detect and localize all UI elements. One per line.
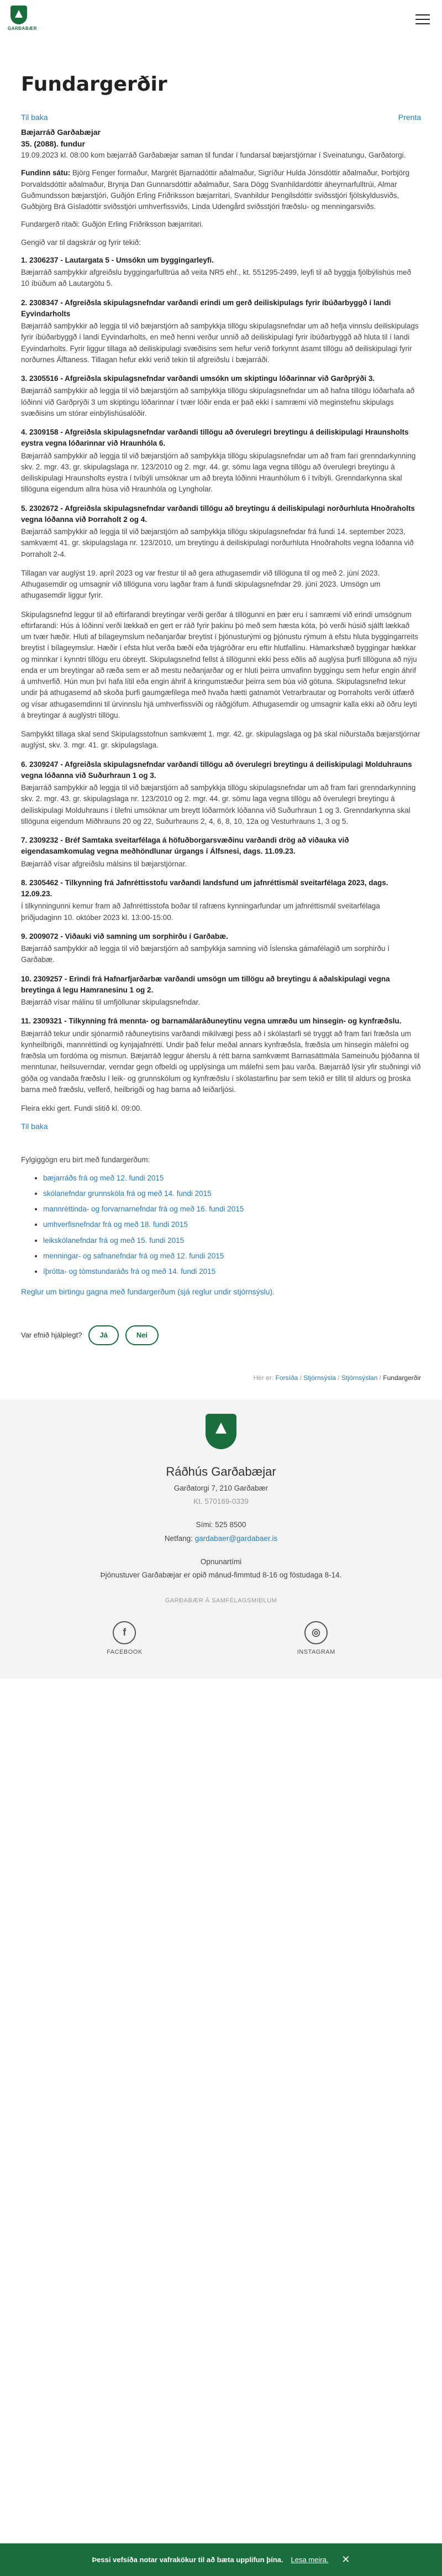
meeting-number: 35. (2088). fundur	[21, 139, 85, 148]
agenda-case	[21, 759, 421, 828]
cookie-banner	[0, 2543, 442, 2576]
followup-link[interactable]: leikskólanefndar frá og með 15. fundi 2015	[43, 1236, 185, 1245]
case-title: 2. 2308347 - Afgreiðsla skipulagsnefndar varðandi erindi um gerð deiliskipulags fyrir íbúðarbyggð í landi Eyvindarholts	[21, 298, 391, 318]
case-title: 10. 2309257 - Erindi frá Hafnarfjarðarbæ varðandi umsögn um tillögu að breytingu á aðalskipulagi vegna breytinga á legu Hamranesinu 1 og 2.	[21, 974, 390, 994]
facebook-icon: f	[113, 1621, 136, 1644]
followups-list	[21, 1173, 421, 1278]
facebook-link[interactable]	[107, 1621, 143, 1657]
rules-link[interactable]: Reglur um birtingu gagna með fundargerðum (sjá reglur undir stjórnsýslu).	[21, 1287, 275, 1297]
followup-link[interactable]: bæjarráðs frá og með 12. fundi 2015	[43, 1173, 164, 1182]
case-body: Bæjarráð samþykkir að leggja til við bæjarstjórn að samþykkja tillögu skipulagsnefndar um að fram fari grenndarkynning skv. 2. mgr. 43. gr. skipulagslaga nr. 123/2010 og 2. mgr. 44. gr. sömu laga vegna tillögu að óverulegri breytingu á deiliskipulagi Molduhrauns í tilefni umsóknar um breytt lóðarmörk lóðanna við Suðurhraun 1 og 3. Grenndarkynna skal tillöguna eigendum Miðhrauns 20 og 22, Suðurhrauns 2, 4, 6, 8, 10, 12a og Vesturhrauns 1, 3 og 5.	[21, 783, 416, 825]
agenda-case	[21, 835, 421, 870]
attendees	[21, 168, 421, 212]
case-body: Bæjarráð vísar afgreiðslu málsins til bæjarstjórnar.	[21, 859, 187, 868]
minutes-by: Fundargerð ritaði: Guðjón Erling Friðriksson bæjarritari.	[21, 220, 204, 229]
case-body: Bæjarráð samþykkir að leggja til við bæjarstjórn að samþykkja samning við Íslenska gámafélagið um sorphirðu í Garðabæ.	[21, 944, 390, 964]
committee-name: Bæjarráð Garðabæjar	[21, 128, 101, 137]
case-body: Bæjarráð vísar málinu til umfjöllunar skipulagsnefndar.	[21, 998, 201, 1006]
case-body: Skipulagsnefnd leggur til að eftirfarandi breytingar verði gerðar á tillögunni en þær eru í samræmi við erindi umsögnum eftirfarandi: Hús á lóðinni verði lækkað en gert er ráð fyrir þakinu þó með sem hæsta kóta, þó verði húsið sjálft lækkað um tvær hæðir. Hluti af bílageymslum neðanjarðar breytist í þjónusturými og þjónustu rýmum á efstu hluta byggingarreits breytist í bílageymslur. Hæðir í efsta hlut verða bæði eða trjágróðrar eru eftir hlutfallinu. Hámarkshæð byggingar hækkar og minnkar í kynntri tillögu eru óbreytt. Skipulagsnefnd fellst á tillögunni ekki þess eðlis að auglýsa þurfi tillöguna að nýju enda er um breytingar að ræða sem er að mestu neðanjarðar og er hluti þeirra umvafinn byggingu sem hefur engin áhrif á umhverfið. Hún mun því hafa lítil eða engin áhrif á kringumstæður þeirra sem búa við götuna. Skipulagsnefnd tekur undir þá athugasemd að skoða þurfi gaumgæfilega með hvaða hætti gatnamót Vetrarbrautar og Þorraholts verði útfærð og vísar athugasemdinni til úrvinnslu hjá umhverfissviði og ráðgjöfum. Athugasemdir og umsagnir kalla ekki að öðru leyti á breytingar á auglýstri tillögu.	[21, 610, 418, 719]
site-footer	[0, 1399, 442, 1679]
main-content	[0, 112, 442, 1345]
site-header	[0, 0, 442, 39]
agenda-note: Gengið var til dagskrár og fyrir tekið:	[21, 238, 141, 247]
footer-phone: Sími: 525 8500	[196, 1520, 246, 1529]
gardabaer-logo[interactable]	[8, 6, 37, 32]
case-body: Bæjarráð samþykkir að leggja til við bæjarstjórn að samþykkja tillögu skipulagsnefndar um að fram fari grenndarkynning skv. 2. mgr. 43. gr. skipulagslaga nr. 123/2010 og 2. mgr. 44. gr. sömu laga vegna tillögu að óverulegri breytingu á deiliskipulagi Hraunsholts eystra í tvíbýli umsóknar um að breyta lóðinni Hraunhólum 6 í tvíbýli. Grenndarkynna skal tillöguna eigendum allra húsa við Hraunhóla og Lyngholar.	[21, 451, 416, 494]
case-body: Tillagan var auglýst 19. apríl 2023 og var frestur til að gera athugasemdir við tillöguna til og með 2. júní 2023. Athugasemdir og umsagnir við tillöguna voru lagðar fram á fundi skipulagsnefndar 29. júní 2023. Umsögn um athugasemdir liggur fyrir.	[21, 568, 381, 600]
followup-link[interactable]: umhverfisnefndar frá og með 18. fundi 2015	[43, 1220, 188, 1229]
followup-link[interactable]: skólanefndar grunnskóla frá og með 14. fundi 2015	[43, 1189, 212, 1198]
agenda-case	[21, 373, 421, 419]
breadcrumb-prefix: Hér er:	[253, 1373, 276, 1382]
footer-hours: Þjónustuver Garðabæjar er opið mánud-fimmtud 8-16 og föstudaga 8-14.	[100, 1571, 342, 1579]
agenda-case	[21, 297, 421, 366]
case-title: 11. 2309321 - Tilkynning frá mennta- og barnamálaráðuneytinu vegna umræðu um hinsegin- og kynfræðslu.	[21, 1017, 402, 1026]
logo-text: GARÐABÆR	[8, 26, 37, 31]
agenda-case	[21, 729, 421, 751]
bottom-topbar	[21, 1121, 421, 1132]
case-body: Bæjarráð samþykkir að leggja til við bæjarstjórn að samþykkja tillögu skipulagsnefndar um að hefja vinnslu deiliskipulags fyrir íbúðarbyggð í landi Eyvindarholts, en með henni verður unnið að deiliskipulagi fyrir íbúðarbyggð að hluta til í landi Eyvindarholts. Fyrir liggur tillaga að deiliskipulagi svæðisins sem hefur verið forkynnt ásamt tillögu að deiliskipulagi fyrir norðurnes Álftaness. Tillagan hefur ekki verið tekin til afgreiðslu í bæjarráði.	[21, 322, 419, 364]
feedback-widget	[21, 1325, 421, 1345]
agenda-case	[21, 974, 421, 1009]
footer-hours-title: Opnunartími	[200, 1557, 242, 1566]
back-link[interactable]: Til baka	[21, 113, 48, 122]
case-title: 9. 2009072 - Viðauki við samning um sorphirðu í Garðabæ.	[21, 932, 228, 940]
breadcrumb-item-administration-sub[interactable]: Stjórnsýslan	[341, 1373, 378, 1382]
case-title: 3. 2305516 - Afgreiðsla skipulagsnefndar varðandi umsókn um skiptingu lóðarinnar við Garðprýði 3.	[21, 374, 375, 383]
agenda-case	[21, 609, 421, 722]
close-icon[interactable]: ✕	[341, 2554, 350, 2565]
followup-link[interactable]: mannréttinda- og forvarnarnefndar frá og með 16. fundi 2015	[43, 1205, 244, 1213]
followup-item	[43, 1235, 421, 1246]
coat-of-arms-icon	[10, 6, 27, 24]
breadcrumb-item-administration[interactable]: Stjórnsýsla	[303, 1373, 336, 1382]
breadcrumb-item-home[interactable]: Forsíða	[275, 1373, 298, 1382]
print-link[interactable]: Prenta	[398, 113, 421, 122]
case-body: Bæjarráð samþykkir að leggja til við bæjarstjórn að samþykkja tillögu skipulagsnefndar frá fundi 14. september 2023, samkvæmt 41. gr. skipulagslaga nr. 123/2010, um breytingu á deiliskipulagi norðurhluta Hnoðraholts vegna lóðanna við Þorraholt 2-4.	[21, 527, 414, 558]
agenda-case	[21, 1016, 421, 1095]
cookie-read-more-link[interactable]: Lesa meira.	[291, 2555, 329, 2564]
case-body: Bæjarráð samþykkir afgreiðslu byggingarfulltrúa að veita NR5 ehf., kt. 551295-2499, leyfi til að byggja fjölbýlishús með 10 íbúðum að Lautargötu 5.	[21, 268, 412, 288]
topbar	[21, 112, 421, 123]
footer-title: Ráðhús Garðabæjar	[166, 1464, 276, 1478]
followup-link[interactable]: íþrótta- og tómstundaráðs frá og með 14. fundi 2015	[43, 1267, 216, 1276]
case-body: Bæjarráð tekur undir sjónarmið ráðuneytisins varðandi mikilvægi þess að í skólastarfi sé tryggt að fram fari fræðsla um kynheilbrigði, mannréttindi og kynjajafnrétti. Undir það felur meðal annars kynfræðsla, fræðsla um hinsegin málefni og fræðsla um fordóma og mismun. Bæjarráð leggur áherslu á rétt barna samkvæmt Barnasáttmála Sameinuðu þjóðanna til menntunar, heilsuverndar, verndar gegn ofbeldi og upplýsinga um málefni sem þau varða. Bæjarráð lýsir yfir stuðningi við góða og vandaða fræðslu í leik- og grunnskólum og kynfræðslu í skólastarfinu þar sem tekið er tillit til aldurs og þroska barna með fræðslu, velferð, heilbrigði og hag barna að leiðarljósi.	[21, 1029, 421, 1094]
attendees-label: Fundinn sátu:	[21, 169, 71, 177]
facebook-label: FACEBOOK	[107, 1648, 143, 1655]
case-title: 6. 2309247 - Afgreiðsla skipulagsnefndar varðandi tillögu að óverulegri breytingu á deiliskipulagi Molduhrauns vegna lóðanna við Suðurhraun 1 og 3.	[21, 760, 412, 780]
footer-email-label: Netfang:	[164, 1534, 195, 1543]
end-note: Fleira ekki gert. Fundi slitið kl. 09:00.	[21, 1104, 143, 1112]
page-title: Fundargerðir	[21, 73, 167, 96]
agenda-cases	[21, 255, 421, 1095]
instagram-icon: ◎	[304, 1621, 328, 1644]
agenda-case	[21, 568, 421, 602]
case-title: 7. 2309232 - Bréf Samtaka sveitarfélaga á höfuðborgarsvæðinu varðandi drög að viðauka við eigendasamkomulag vegna meðhöndlunar úrgangs í Álfsnesi, dags. 11.09.23.	[21, 836, 349, 856]
followup-item	[43, 1204, 421, 1215]
footer-kt: Kt. 570169-0339	[193, 1497, 249, 1506]
case-title: 5. 2302672 - Afgreiðsla skipulagsnefndar varðandi tillögu að breytingu á deiliskipulagi norðurhluta Hnoðraholts vegna lóðanna við Þorraholt 2 og 4.	[21, 504, 415, 524]
instagram-link[interactable]	[297, 1621, 335, 1657]
social-links	[0, 1616, 442, 1679]
followups-intro: Fylgiggögn eru birt með fundargerðum:	[21, 1156, 150, 1164]
back-link-bottom[interactable]: Til baka	[21, 1122, 48, 1131]
footer-email-line	[0, 1533, 442, 1544]
footer-tagline: GARÐABÆR Á SAMFÉLAGSMIÐLUM	[165, 1597, 277, 1605]
case-title: 1. 2306237 - Lautargata 5 - Umsókn um byggingarleyfi.	[21, 255, 214, 264]
followup-item	[43, 1188, 421, 1199]
feedback-yes-button[interactable]: Já	[88, 1325, 118, 1345]
agenda-case	[21, 255, 421, 290]
meeting-intro: 19.09.2023 kl. 08:00 kom bæjarráð Garðabæjar saman til fundar í fundarsal bæjarstjórnar í Sveinatungu, Garðatorgi.	[21, 151, 406, 159]
case-title: 4. 2309158 - Afgreiðsla skipulagsnefndar varðandi tillögu að óverulegri breytingu á deiliskipulagi Hraunsholts eystra vegna lóðarinnar við Hraunhóla 6.	[21, 428, 409, 448]
instagram-label: INSTAGRAM	[297, 1648, 335, 1655]
followup-item	[43, 1173, 421, 1184]
followup-item	[43, 1251, 421, 1262]
agenda-case	[21, 427, 421, 495]
footer-coat-of-arms-icon	[206, 1414, 236, 1449]
case-title: 8. 2305462 - Tilkynning frá Jafnréttisstofu varðandi landsfund um jafnréttismál sveitarfélaga 2023, dags. 12.09.23.	[21, 878, 388, 898]
case-body: Samþykkt tillaga skal send Skipulagsstofnun samkvæmt 1. mgr. 42. gr. skipulagslaga og þá skal niðurstaða bæjarstjórnar auglýst, skv. 3. mgr. 41. gr. skipulagslaga.	[21, 730, 420, 750]
agenda-case	[21, 877, 421, 923]
agenda-case	[21, 503, 421, 560]
breadcrumb-current: Fundargerðir	[383, 1373, 421, 1382]
breadcrumb: Hér er: Forsíða / Stjórnsýsla / Stjórnsýslan / Fundargerðir	[253, 1373, 421, 1382]
feedback-question: Var efnið hjálplegt?	[21, 1331, 82, 1340]
feedback-no-button[interactable]: Nei	[125, 1325, 159, 1345]
footer-address: Garðatorgi 7, 210 Garðabær	[173, 1483, 269, 1492]
hamburger-menu-icon[interactable]	[415, 14, 430, 24]
followup-link[interactable]: menningar- og safnanefndar frá og með 12. fundi 2015	[43, 1251, 224, 1260]
cookie-text: Þessi vefsíða notar vafrakökur til að bæta upplifun þína.	[92, 2555, 283, 2564]
case-body: Í tilkynningunni kemur fram að Jafnréttisstofa boðar til rafræns kynningarfundar um jafnréttismál sveitarfélaga þriðjudaginn 10. október 2023 kl. 13:00-15:00.	[21, 902, 380, 922]
case-body: Bæjarráð samþykkir að leggja til við bæjarstjórn að samþykkja tillögu skipulagsnefndar um að hafna tillögu lóðarhafa að lóðinni við Garðprýði 3 um skiptingu lóðarinnar í tvær lóðir enda er það ekki í samræmi við meginstefnu skipulags svæðisins um stórar einbýlishúsalóðir.	[21, 386, 415, 417]
attendees-list: Björg Fenger formaður, Margrét Bjarnadóttir aðalmaður, Sigríður Hulda Jónsdóttir aðalmaður, Þorbjörg Þorvaldsdóttir aðalmaður, Brynja Dan Gunnarsdóttir aðalmaður, Sara Dögg Svanhildardóttir áheyrnarfulltrúi, Almar Guðmundsson bæjarstjóri, Guðjón Erling Friðriksson bæjarritari, Svanhildur Þengilsdóttir sviðsstjóri fjölskyldusviðs, Guðbjörg Brá Gísladóttir sviðsstjóri umhverfissviðs, Linda Udengård sviðsstjóri fræðslu- og menningarsviðs.	[21, 169, 410, 211]
agenda-case	[21, 931, 421, 966]
followup-item	[43, 1266, 421, 1277]
footer-email-link[interactable]: gardabaer@gardabaer.is	[194, 1534, 278, 1543]
followup-item	[43, 1219, 421, 1230]
page-title-section	[0, 39, 442, 112]
